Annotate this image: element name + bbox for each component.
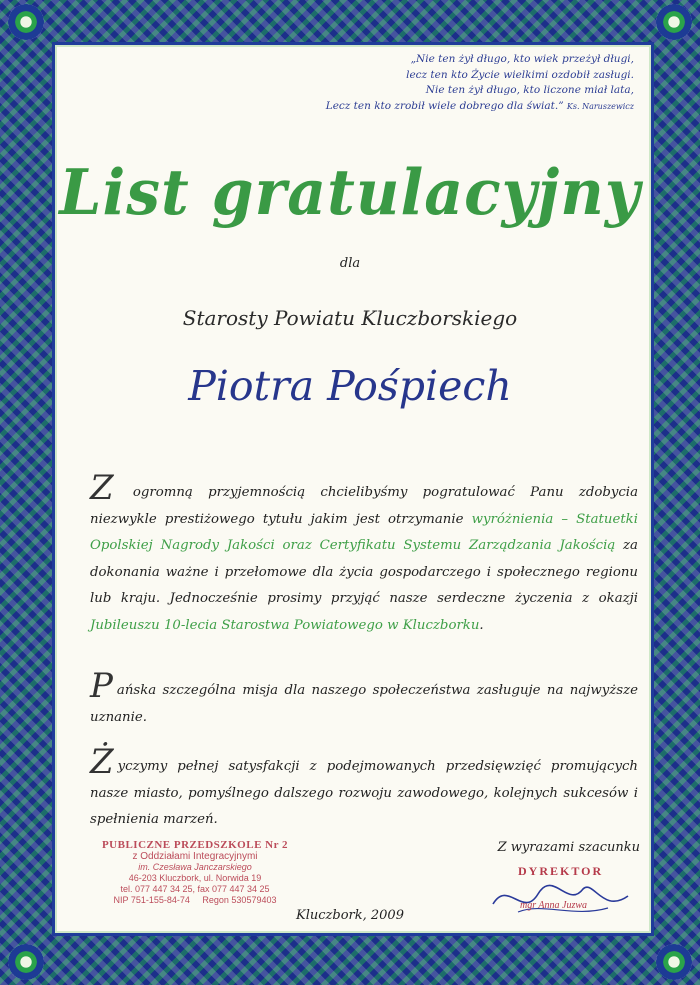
closing-regards: Z wyrazami szacunku xyxy=(497,840,640,855)
body-paragraph-1 xyxy=(90,468,638,639)
director-role-stamp: DYREKTOR xyxy=(518,864,604,878)
director-name: mgr Anna Juzwa xyxy=(520,900,588,911)
institution-stamp xyxy=(80,840,310,906)
highlighted-award: wyróżnienia – Statuetki Opolskiej Nagrody Jakości oraz Certyfikatu Systemu Zarządzania Jakością xyxy=(90,511,638,553)
drop-cap: P xyxy=(90,666,113,706)
certificate-title: List gratulacyjny xyxy=(59,156,641,230)
quote-line: Lecz ten kto zrobił wiele dobrego dla świat.” xyxy=(325,99,564,112)
corner-rosette-bottom-right xyxy=(656,944,692,980)
body-paragraph-2 xyxy=(90,666,638,731)
corner-rosette-top-right xyxy=(656,4,692,40)
stamp-phone: tel. 077 447 34 25, fax 077 447 34 25 xyxy=(120,884,270,894)
stamp-ids: NIP 751-155-84-74 Regon 530579403 xyxy=(113,895,277,905)
corner-rosette-top-left xyxy=(8,4,44,40)
highlighted-jubilee: Jubileuszu 10-lecia Starostwa Powiatowego w Kluczborku xyxy=(90,617,480,633)
epigraph-quote xyxy=(214,52,634,114)
drop-cap: Z xyxy=(90,468,114,508)
body-text: ogromną przyjemnością chcielibyśmy pogratulować Panu zdobycia niezwykle prestiżowego tytułu jakim jest otrzymanie xyxy=(90,485,638,527)
quote-line: Nie ten żył długo, kto liczone miał lata, xyxy=(425,84,634,96)
stamp-name: PUBLICZNE PRZEDSZKOLE Nr 2 xyxy=(101,839,289,851)
body-paragraph-3 xyxy=(90,742,638,834)
place-and-date: Kluczbork, 2009 xyxy=(296,908,404,923)
quote-line-last xyxy=(214,99,634,115)
stamp-subtitle: z Oddziałami Integracyjnymi xyxy=(132,851,258,862)
body-text: yczymy pełnej satysfakcji z podejmowanych przedsięwzięć promujących nasze miasto, pomyślnego dalszego rozwoju zawodowego, kolejnych sukcesów i spełnienia marzeń. xyxy=(90,759,638,827)
for-label: dla xyxy=(339,256,361,271)
stamp-patron: im. Czesława Janczarskiego xyxy=(138,862,252,872)
recipient-name: Piotra Pośpiech xyxy=(188,362,512,410)
quote-author: Ks. Naruszewicz xyxy=(566,101,634,111)
body-text: za dokonania ważne i przełomowe dla życia gospodarczego i społecznego regionu lub kraju. Jednocześnie prosimy przyjąć nasze serdeczne życzenia z okazji xyxy=(90,538,638,606)
corner-rosette-bottom-left xyxy=(8,944,44,980)
stamp-address: 46-203 Kluczbork, ul. Norwida 19 xyxy=(128,873,262,883)
quote-line: lecz ten kto Życie wielkimi ozdobił zasługi. xyxy=(406,68,634,81)
body-text: . xyxy=(479,617,484,633)
quote-line: „Nie ten żył długo, kto wiek przeżył długi, xyxy=(410,53,634,65)
recipient-title: Starosty Powiatu Kluczborskiego xyxy=(182,306,518,330)
body-text: ańska szczególna misja dla naszego społeczeństwa zasługuje na najwyższe uznanie. xyxy=(90,683,638,725)
drop-cap: Ż xyxy=(90,742,114,782)
